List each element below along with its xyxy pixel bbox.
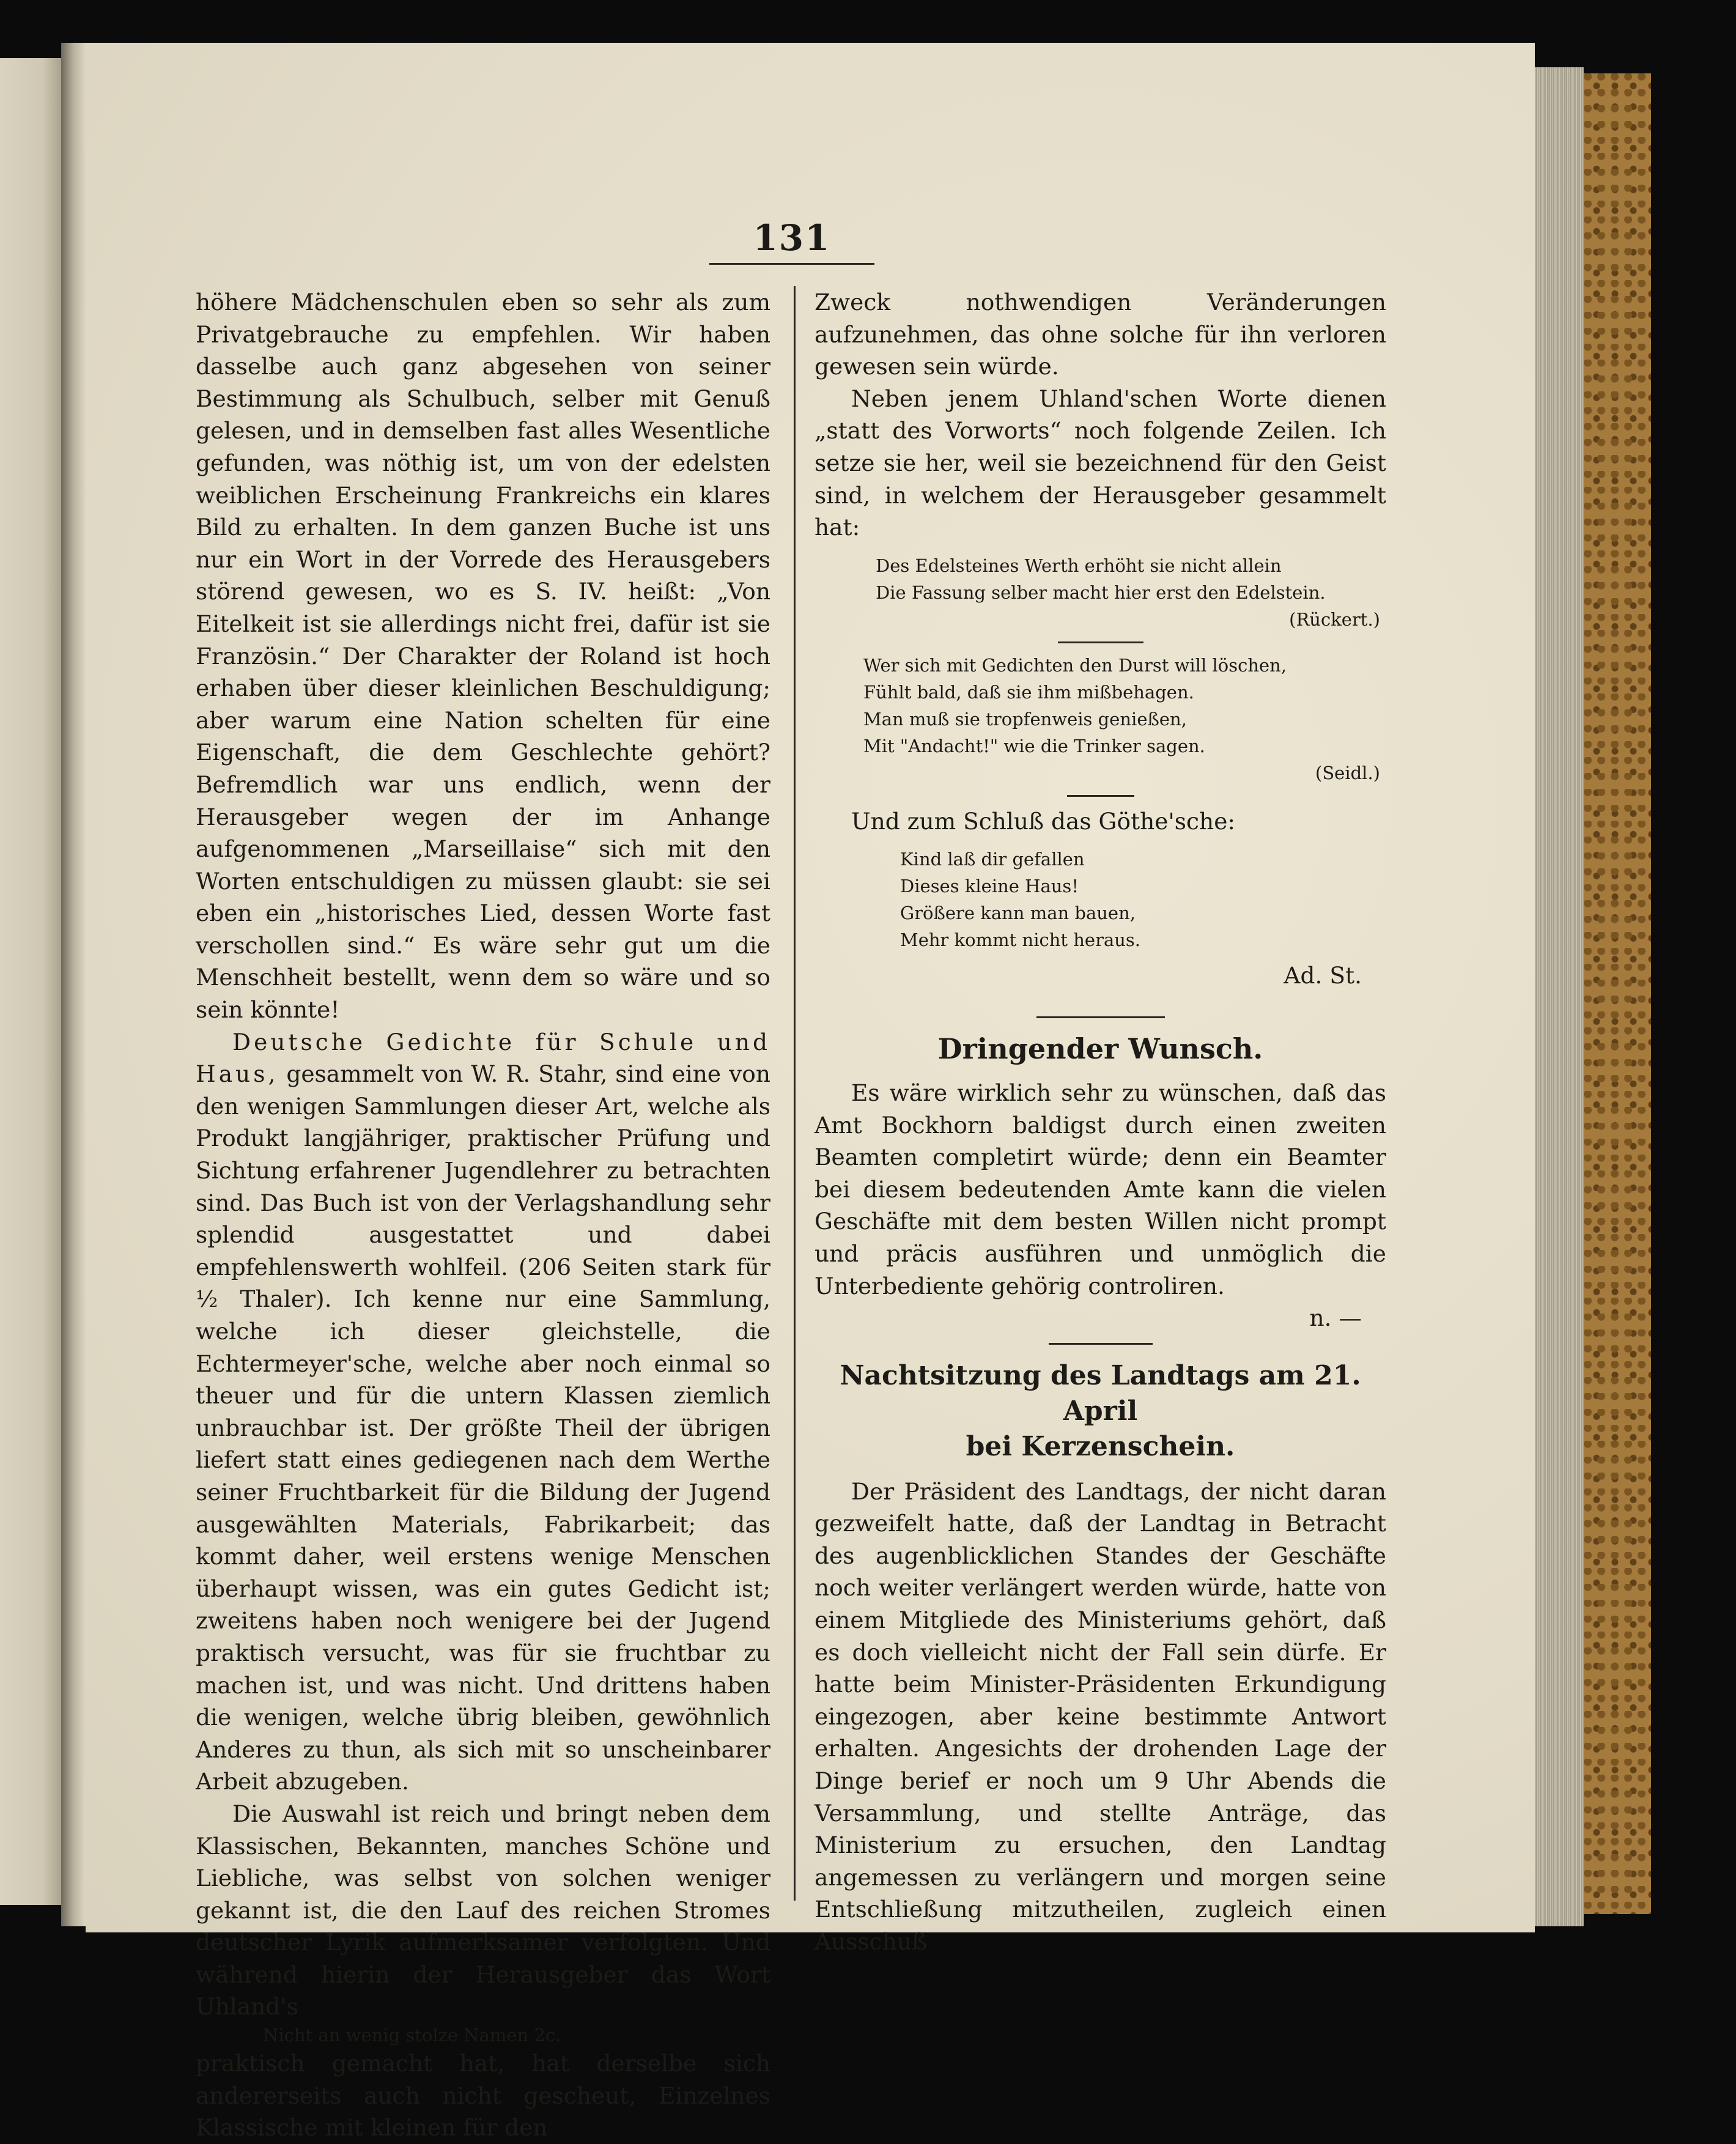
poem-line: Man muß sie tropfenweis genießen,	[863, 708, 1187, 730]
facing-page-edge	[0, 58, 61, 1905]
quoted-line: Nicht an wenig stolze Namen 2c.	[263, 2025, 561, 2046]
paragraph: Der Präsident des Landtags, der nicht daran gezweifelt hatte, daß der Landtag in Betracht des augenblicklichen Standes der Geschäfte noch weiter verlängert werden würde, hatte von einem Mitgliede des Ministeriums gehört, daß es doch vielleicht nicht der Fall sein dürfe. Er hatte beim Minister-Präsidenten Erkundigung eingezogen, aber keine bestimmte Antwort erhalten. Angesichts der drohenden Lage der Dinge berief er noch um 9 Uhr Abends die Versammlung, und stellte Anträge, das Ministerium zu ersuchen, den Landtag angemessen zu verlängern und morgen seine Entschließung mitzutheilen, zugleich einen Ausschuß	[814, 1477, 1386, 1955]
poem-line: Des Edelsteines Werth erhöht sie nicht allein	[876, 555, 1282, 576]
poem-goethe	[814, 846, 1386, 953]
book-title: Deutsche Gedichte für Schule und Haus,	[196, 1028, 770, 1088]
book-cover-edge	[1584, 73, 1651, 1914]
section-divider	[1036, 1016, 1165, 1018]
page-number: 131	[753, 217, 831, 259]
poem-line: Wer sich mit Gedichten den Durst will löschen,	[863, 654, 1287, 676]
signature: Ad. St.	[1284, 962, 1362, 989]
poem-line: Größere kann man bauen,	[900, 903, 1136, 924]
paragraph: praktisch gemacht hat, hat derselbe sich andererseits auch nicht gescheut, Einzelnes Klassische mit kleinen für den	[196, 2050, 770, 2142]
book-gutter	[61, 43, 86, 1926]
heading-line: bei Kerzenschein.	[966, 1430, 1235, 1462]
poem-line: Dieses kleine Haus!	[900, 876, 1079, 897]
poem-seidl	[814, 652, 1386, 786]
paragraph: Und zum Schluß das Göthe'sche:	[851, 807, 1236, 835]
paragraph: Die Auswahl ist reich und bringt neben dem Klassischen, Bekannten, manches Schöne und Liebliche, was selbst von solchen weniger gekannt ist, die den Lauf des reichen Stromes deutscher Lyrik aufmerksamer verfolgten. Und während hierin der Herausgeber das Wort Uhland's	[196, 1800, 770, 2020]
poem-line: Kind laß dir gefallen	[900, 849, 1085, 870]
section-heading	[814, 1358, 1386, 1465]
paragraph: Neben jenem Uhland'schen Worte dienen „statt des Vorworts“ noch folgende Zeilen. Ich setze sie her, weil sie bezeichnend für den Geist sind, in welchem der Herausgeber gesammelt hat:	[814, 385, 1386, 541]
divider	[1067, 795, 1134, 797]
column-rule	[794, 286, 796, 1901]
paragraph: Zweck nothwendigen Veränderungen aufzunehmen, das ohne solche für ihn verloren gewesen sein würde.	[814, 289, 1386, 380]
poem-attribution: (Rückert.)	[1289, 608, 1380, 630]
section-divider	[1049, 1343, 1153, 1345]
paragraph	[196, 1026, 770, 1798]
left-column	[196, 286, 770, 2144]
poem-line: Die Fassung selber macht hier erst den Edelstein.	[876, 582, 1326, 603]
right-column	[814, 286, 1386, 1958]
paragraph: Es wäre wirklich sehr zu wünschen, daß das Amt Bockhorn baldigst durch einen zweiten Beamten completirt würde; denn ein Beamter bei diesem bedeutenden Amte kann die vielen Geschäfte mit dem besten Willen nicht prompt und präcis ausführen und unmöglich die Unterbediente gehörig controliren.	[814, 1079, 1386, 1299]
paragraph: höhere Mädchenschulen eben so sehr als zum Privatgebrauche zu empfehlen. Wir haben dasselbe auch ganz abgesehen von seiner Bestimmung als Schulbuch, selber mit Genuß gelesen, und in demselben fast alles Wesentliche gefunden, was nöthig ist, um von der edelsten weiblichen Erscheinung Frankreichs ein klares Bild zu erhalten. In dem ganzen Buche ist uns nur ein Wort in der Vorrede des Herausgebers störend gewesen, wo es S. IV. heißt: „Von Eitelkeit ist sie allerdings nicht frei, dafür ist sie Französin.“ Der Charakter der Roland ist hoch erhaben über dieser kleinlichen Beschuldigung; aber warum eine Nation schelten für eine Eigenschaft, die dem Geschlechte gehört? Befremdlich war uns endlich, wenn der Herausgeber wegen der im Anhange aufgenommenen „Marseillaise“ sich mit den Worten entschuldigen zu müssen glaubt: sie sei eben ein „historisches Lied, dessen Worte fast verschollen sind.“ Es wäre sehr gut um die Menschheit bestellt, wenn dem so wäre und so sein könnte!	[196, 289, 770, 1024]
poem-line: Mehr kommt nicht heraus.	[900, 930, 1141, 951]
paragraph-text: gesammelt von W. R. Stahr, sind eine von den wenigen Sammlungen dieser Art, welche als Produkt langjähriger, praktischer Prüfung und Sichtung erfahrener Jugendlehrer zu betrachten sind. Das Buch ist von der Verlagshandlung sehr splendid ausgestattet und dabei empfehlenswerth wohlfeil. (206 Seiten stark für ½ Thaler). Ich kenne nur eine Sammlung, welche ich dieser gleichstelle, die Echtermeyer'sche, welche aber noch einmal so theuer und für die untern Klassen ziemlich unbrauchbar ist. Der größte Theil der übrigen liefert statt eines gediegenen nach dem Werthe seiner Fruchtbarkeit für die Bildung der Jugend ausgewählten Materials, Fabrikarbeit; das kommt daher, weil erstens wenige Menschen überhaupt wissen, was ein gutes Gedicht ist; zweitens haben noch wenigere bei der Jugend praktisch versucht, was für sie fruchtbar zu machen ist, und was nicht. Und drittens haben die wenigen, welche übrig bleiben, gewöhnlich Anderes zu thun, als sich mit so unscheinbarer Arbeit abzugeben.	[196, 1060, 770, 1795]
poem-rueckert	[814, 552, 1386, 633]
poem-attribution: (Seidl.)	[1315, 762, 1380, 783]
page-stack-edge	[1535, 67, 1584, 1926]
poem-line: Mit "Andacht!" wie die Trinker sagen.	[863, 735, 1205, 756]
heading-line: Nachtsitzung des Landtags am 21. April	[840, 1359, 1361, 1427]
header-rule	[709, 263, 874, 265]
poem-line: Fühlt bald, daß sie ihm mißbehagen.	[863, 681, 1194, 703]
signature: n. —	[1309, 1304, 1362, 1332]
section-heading: Dringender Wunsch.	[937, 1032, 1263, 1065]
divider	[1058, 641, 1143, 643]
